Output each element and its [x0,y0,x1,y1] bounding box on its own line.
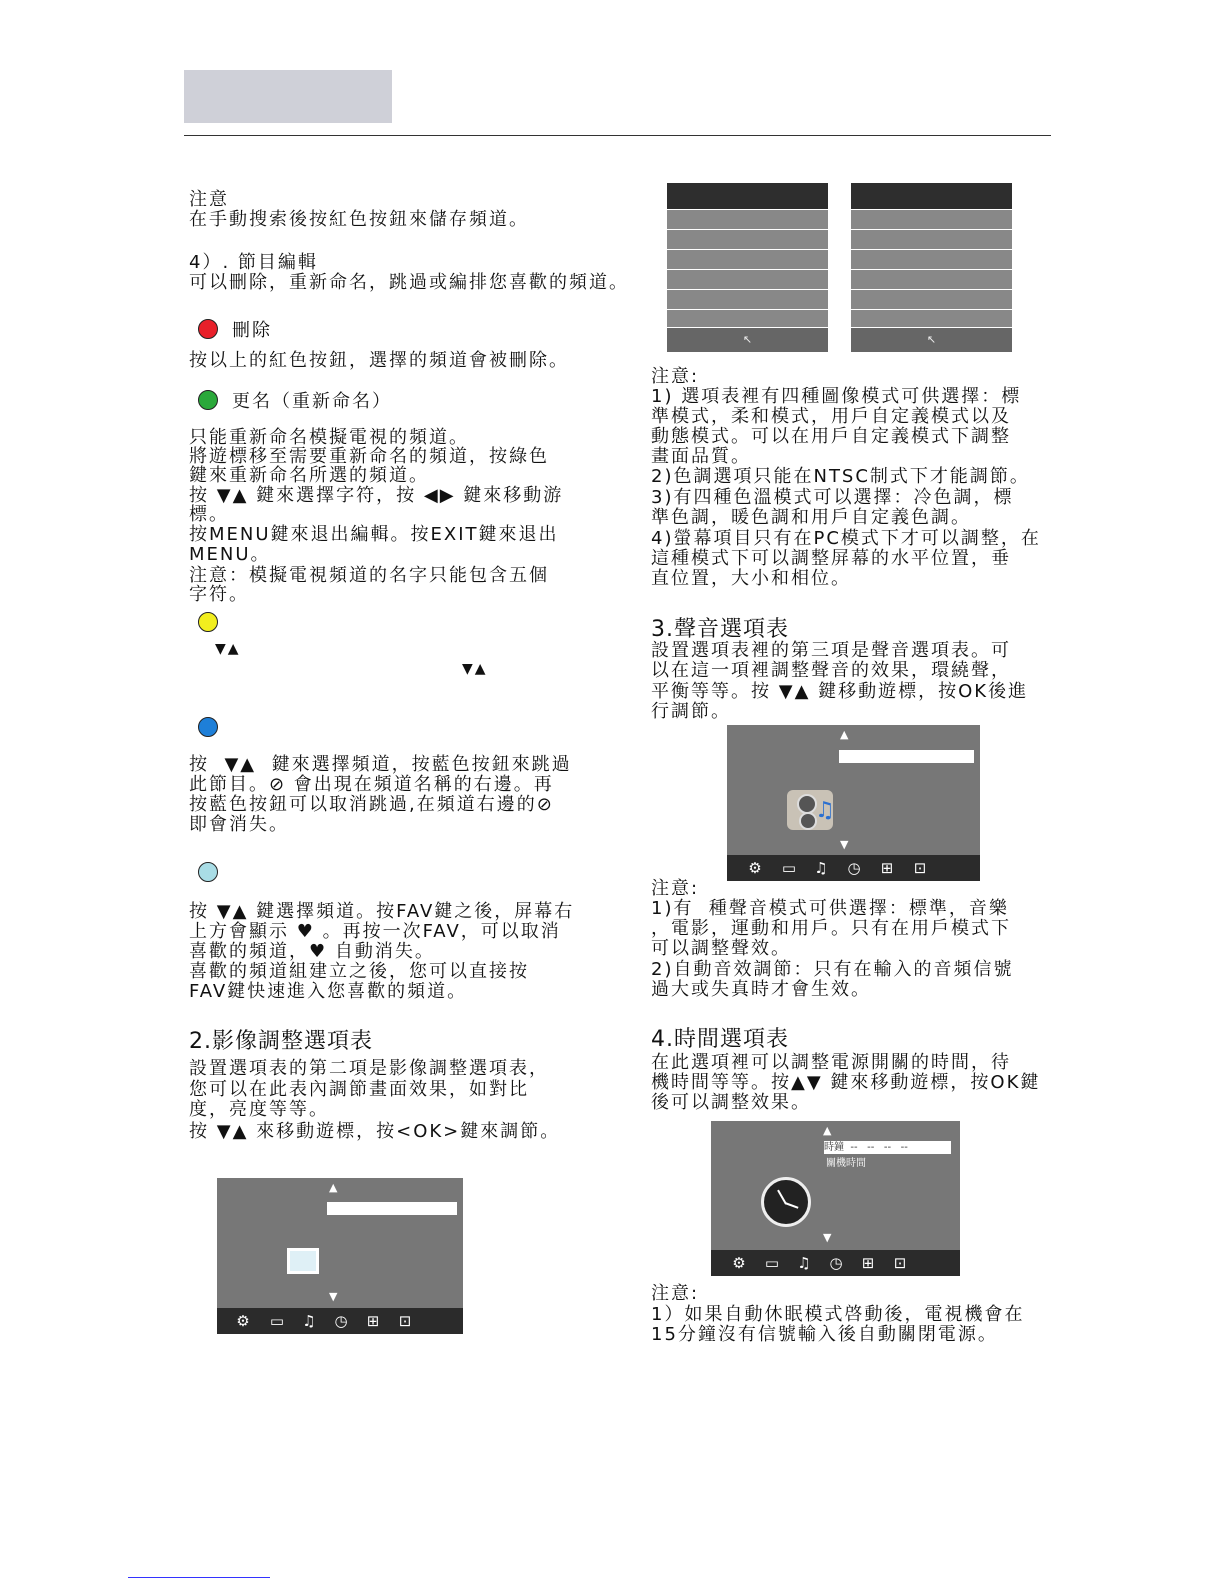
section2-line: 按 ▼▲ 來移動遊標，按<OK>鍵來調節。 [189,1121,561,1142]
move-arrows: ▼▲ [215,641,241,657]
note3-line: 15分鐘沒有信號輸入後自動關閉電源。 [651,1324,998,1345]
up-arrow-icon: ▲ [329,1181,338,1194]
skip-line: 此節目。⊘ 會出現在頻道名稱的右邊。再 [189,774,554,795]
tv-icon: ▭ [764,1254,780,1272]
note3-line: 1）如果自動休眠模式啓動後，電視機會在 [651,1304,1025,1325]
yellow-button-icon [198,612,218,632]
note1-line: 直位置，大小和相位。 [651,568,851,589]
lock-icon: ⊡ [913,859,927,877]
gear-icon: ⚙ [236,1312,250,1330]
fav-line: 上方會顯示 ♥ 。再按一次FAV，可以取消 [189,921,561,942]
gear-icon: ⚙ [748,859,762,877]
down-arrow-icon: ▼ [840,838,849,851]
section3-line: 平衡等等。按 ▼▲ 鍵移動遊標，按OK後進 [651,681,1029,702]
down-arrow-icon: ▼ [329,1290,338,1303]
up-arrow-icon: ▲ [840,728,849,741]
clock-icon: ◷ [829,1254,843,1272]
note2-title: 注意: [651,878,700,899]
music-icon: ♫ [302,1312,316,1330]
rename-label: 更名（重新命名） [232,391,392,412]
fav-line: 喜歡的頻道組建立之後，您可以直接按 [189,961,529,982]
blue-button-icon [198,717,218,737]
selected-row [327,1202,457,1215]
up-arrow-icon: ▲ [823,1124,832,1137]
fav-line: 喜歡的頻道，♥ 自動消失。 [189,941,435,962]
rename-line: 字符。 [189,584,249,605]
osd-tab-bar [217,1308,463,1334]
section4-title: 4）. 節目編輯 [189,252,318,273]
green-button-icon [198,390,218,410]
note2-line: 1)有 種聲音模式可供選擇：標準，音樂 [651,898,1009,919]
note2-line: 可以調整聲效。 [651,938,791,959]
note1-line: 這種模式下可以調整屏幕的水平位置，垂 [651,548,1011,569]
grid-icon: ⊞ [880,859,894,877]
off-time-row: 關機時間 [826,1158,866,1169]
note1-line: 4)螢幕項目只有在PC模式下才可以調整，在 [651,528,1041,549]
delete-text: 按以上的紅色按鈕，選擇的頻道會被刪除。 [189,350,569,371]
down-arrow-icon: ▼ [823,1231,832,1244]
note1-line: 3)有四種色溫模式可以選擇：冷色調，標 [651,487,1014,508]
sound-osd [727,725,980,881]
move-arrows: ▼▲ [462,661,488,677]
picture-osd [217,1178,463,1334]
section2-line: 度，亮度等等。 [189,1099,329,1120]
note-text: 在手動搜索後按紅色按鈕來儲存頻道。 [189,209,529,230]
rename-line: 按 ▼▲ 鍵來選擇字符，按 ◀▶ 鍵來移動游 [189,485,564,506]
section3-line: 設置選項表裡的第三項是聲音選項表。可 [651,640,1011,661]
note1-line: 畫面品質。 [651,446,751,467]
channel-menu-left [667,183,828,352]
section2-title: 2.影像調整選項表 [189,1029,373,1054]
note1-title: 注意: [651,366,700,387]
clock-setting-row: 時鐘 -- -- -- -- [824,1141,951,1154]
section2-line: 您可以在此表內調節畫面效果，如對比 [189,1079,529,1100]
rename-line: 按MENU鍵來退出編輯。按EXIT鍵來退出 [189,524,559,545]
footer-link-line [128,1577,270,1578]
osd-tab-bar [711,1250,960,1276]
clock-icon: ◷ [847,859,861,877]
lock-icon: ⊡ [893,1254,907,1272]
section3-line: 行調節。 [651,701,731,722]
rename-line: 只能重新命名模擬電視的頻道。 [189,427,469,448]
note2-line: 過大或失真時才會生效。 [651,979,871,1000]
fav-line: FAV鍵快速進入您喜歡的頻道。 [189,981,468,1002]
skip-line: 按 ▼▲ 鍵來選擇頻道，按藍色按鈕來跳過 [189,754,572,775]
rename-line: 鍵來重新命名所選的頻道。 [189,465,429,486]
section3-line: 以在這一項裡調整聲音的效果，環繞聲， [651,660,1011,681]
tv-icon: ▭ [781,859,797,877]
osd-tab-bar [727,855,980,881]
note1-line: 1) 選項表裡有四種圖像模式可供選擇：標 [651,386,1022,407]
note2-line: 2)自動音效調節：只有在輸入的音頻信號 [651,959,1014,980]
rename-line: 將遊標移至需要重新命名的頻道，按綠色 [189,446,549,467]
music-icon: ♫ [814,859,828,877]
skip-line: 即會消失。 [189,814,289,835]
rename-line: 注意：模擬電視頻道的名字只能包含五個 [189,565,549,586]
note1-line: 2)色調選項只能在NTSC制式下才能調節。 [651,466,1030,487]
note1-line: 動態模式。可以在用戶自定義模式下調整 [651,426,1011,447]
section2-line: 設置選項表的第二項是影像調整選項表， [189,1058,549,1079]
header-block [184,70,392,123]
note3-title: 注意: [651,1283,700,1304]
section4r-line: 後可以調整效果。 [651,1092,811,1113]
picture-icon [287,1248,319,1274]
section4-text: 可以刪除，重新命名，跳過或編排您喜歡的頻道。 [189,272,629,293]
lock-icon: ⊡ [398,1312,412,1330]
section4r-title: 4.時間選項表 [651,1027,789,1052]
menu-footer: ↖ [851,327,1012,352]
cyan-button-icon [198,862,218,882]
section4r-line: 機時間等等。按▲▼ 鍵來移動遊標，按OK鍵 [651,1072,1041,1093]
header-rule [184,135,1051,136]
note1-line: 準模式，柔和模式，用戶自定義模式以及 [651,406,1011,427]
clock-face-icon [761,1177,811,1227]
note2-line: ，電影，運動和用戶。只有在用戶模式下 [651,918,1011,939]
grid-icon: ⊞ [861,1254,875,1272]
rename-line: 標。 [189,504,229,525]
red-button-icon [198,319,218,339]
skip-line: 按藍色按鈕可以取消跳過,在頻道右邊的⊘ [189,794,554,815]
menu-footer: ↖ [667,327,828,352]
tv-icon: ▭ [269,1312,285,1330]
rename-line: MENU。 [189,544,271,565]
speaker-icon: ♫ [787,790,833,830]
section4r-line: 在此選項裡可以調整電源開關的時間，待 [651,1052,1011,1073]
selected-row [839,750,974,763]
music-icon: ♫ [797,1254,811,1272]
note1-line: 準色調，暖色調和用戶自定義色調。 [651,507,971,528]
grid-icon: ⊞ [366,1312,380,1330]
clock-icon: ◷ [334,1312,348,1330]
note-title: 注意 [189,189,229,210]
gear-icon: ⚙ [732,1254,746,1272]
fav-line: 按 ▼▲ 鍵選擇頻道。按FAV鍵之後，屏幕右 [189,901,575,922]
delete-label: 刪除 [232,320,272,341]
channel-menu-right [851,183,1012,352]
section3-title: 3.聲音選項表 [651,617,789,642]
time-osd [711,1121,960,1276]
